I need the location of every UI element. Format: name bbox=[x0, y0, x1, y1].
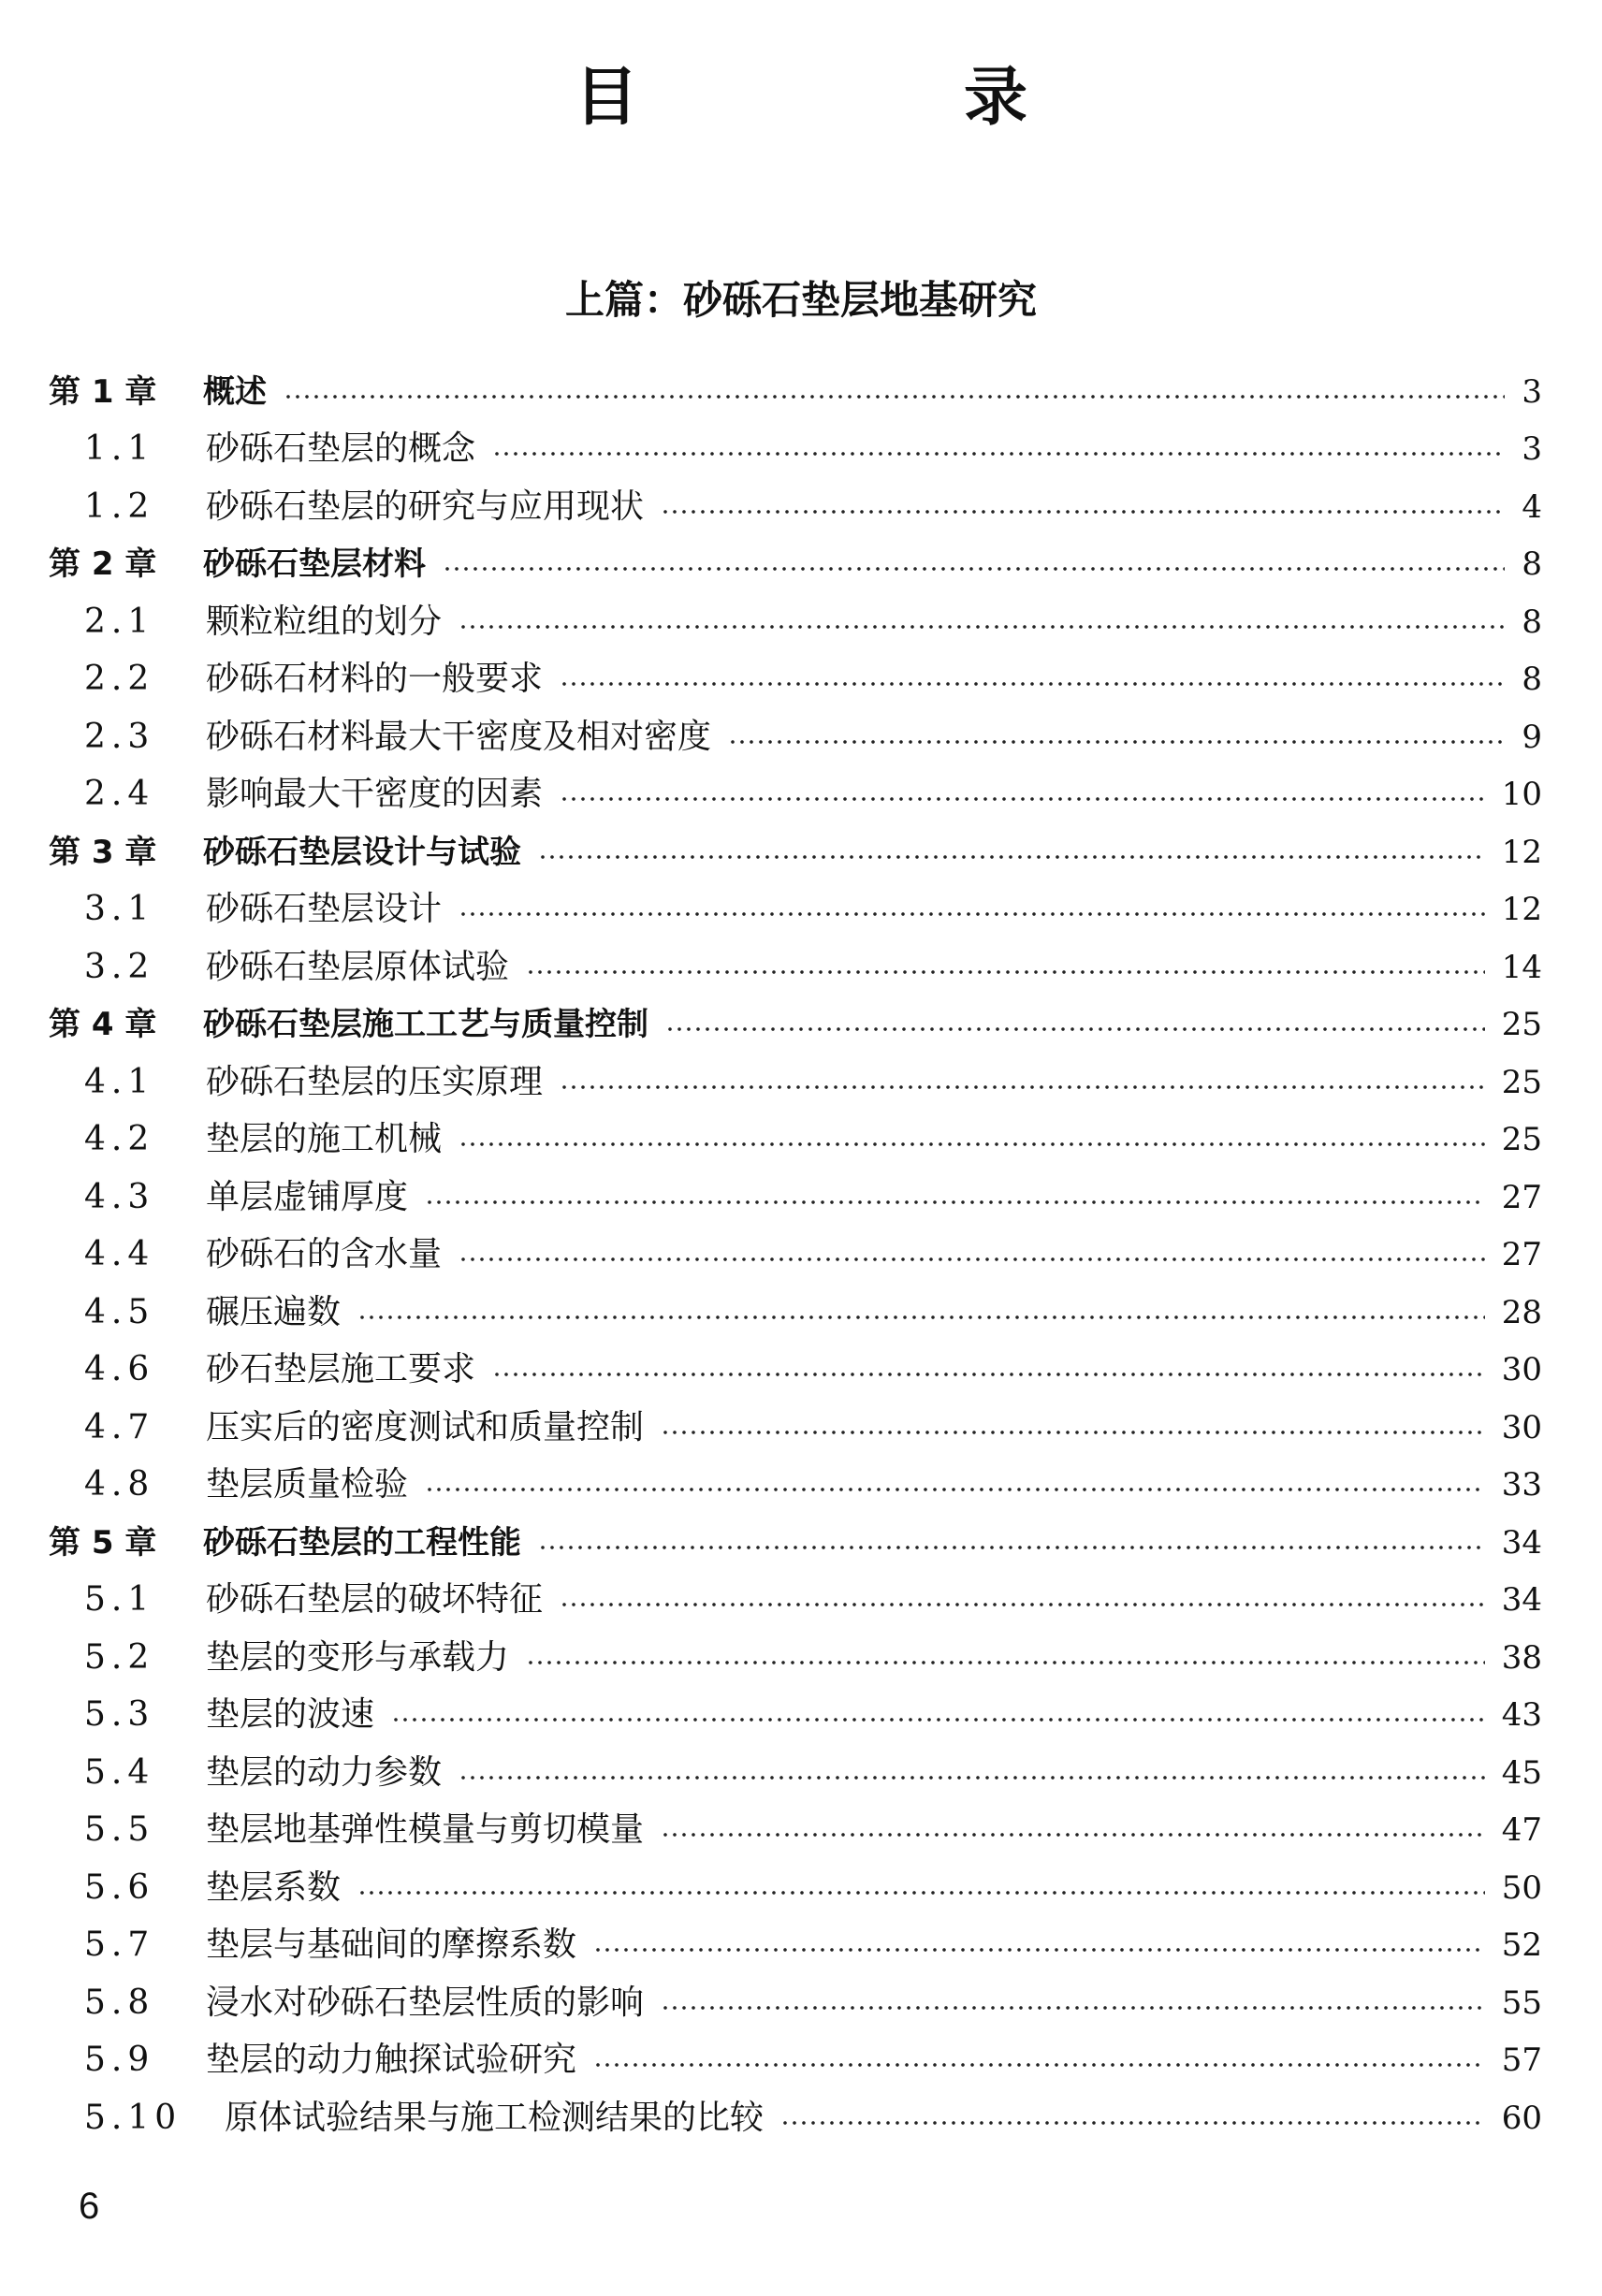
toc-section-title: 垫层与基础间的摩擦系数 bbox=[206, 1925, 577, 1965]
toc-section-number: 2.2 bbox=[84, 660, 155, 699]
toc-section-title: 砂砾石垫层的研究与应用现状 bbox=[206, 487, 645, 526]
toc-page-number: 27 bbox=[1501, 1178, 1542, 1216]
toc-section-number: 4.8 bbox=[84, 1465, 155, 1504]
toc-section-number: 3.1 bbox=[84, 890, 155, 929]
toc-section-title: 垫层的动力触探试验研究 bbox=[206, 2041, 577, 2080]
dot-leader bbox=[661, 509, 1505, 515]
toc-chapter-title: 砂砾石垫层的工程性能 bbox=[203, 1523, 521, 1562]
toc-section-row bbox=[0, 1342, 1602, 1400]
toc-page-number: 3 bbox=[1522, 372, 1542, 411]
dot-leader bbox=[425, 1199, 1485, 1205]
dot-leader bbox=[560, 1602, 1485, 1607]
part-title: 上篇：砂砾石垫层地基研究 bbox=[564, 277, 1037, 323]
toc-page-number: 57 bbox=[1501, 2042, 1542, 2080]
toc-section-number: 5.3 bbox=[84, 1695, 155, 1735]
toc-section-number: 5.10 bbox=[84, 2098, 182, 2137]
dot-leader bbox=[492, 1372, 1485, 1377]
toc-page-number: 34 bbox=[1501, 1581, 1542, 1620]
toc-section-number: 5.8 bbox=[84, 1983, 155, 2022]
dot-leader bbox=[593, 2062, 1485, 2068]
dot-leader bbox=[492, 451, 1505, 457]
toc-section-number: 4.3 bbox=[84, 1177, 155, 1216]
toc-chapter-title: 砂砾石垫层施工工艺与质量控制 bbox=[203, 1006, 648, 1044]
toc-page-number: 30 bbox=[1501, 1408, 1542, 1446]
page-number: 6 bbox=[79, 2186, 100, 2227]
dot-leader bbox=[526, 969, 1485, 975]
toc-section-number: 4.5 bbox=[84, 1292, 155, 1331]
toc-section-number: 4.4 bbox=[84, 1235, 155, 1274]
toc-chapter-row bbox=[0, 1514, 1602, 1572]
dot-leader bbox=[459, 1257, 1485, 1262]
toc-section-title: 砂砾石的含水量 bbox=[206, 1235, 443, 1274]
toc-page-number: 47 bbox=[1501, 1811, 1542, 1850]
toc-section-row bbox=[0, 1572, 1602, 1630]
toc-section-title: 砂砾石垫层的压实原理 bbox=[206, 1062, 544, 1101]
toc-chapter-title: 砂砾石垫层材料 bbox=[203, 545, 426, 584]
toc-page-number: 8 bbox=[1522, 545, 1542, 584]
toc-section-title: 砂砾石垫层的破坏特征 bbox=[206, 1580, 544, 1620]
toc-section-title: 浸水对砂砾石垫层性质的影响 bbox=[206, 1983, 645, 2022]
toc-section-row bbox=[0, 938, 1602, 996]
toc-page-number: 38 bbox=[1501, 1638, 1542, 1677]
toc-chapter-number: 第 5 章 bbox=[49, 1523, 157, 1562]
toc-section-row bbox=[0, 1629, 1602, 1687]
toc-section-number: 3.2 bbox=[84, 947, 155, 986]
dot-leader bbox=[661, 2005, 1485, 2011]
dot-leader bbox=[459, 624, 1505, 630]
toc-page-number: 14 bbox=[1501, 948, 1542, 986]
toc-chapter-title: 概述 bbox=[203, 372, 267, 411]
toc-section-row bbox=[0, 2089, 1602, 2147]
toc-section-row bbox=[0, 708, 1602, 766]
toc-page-number: 3 bbox=[1522, 430, 1542, 469]
toc-page-number: 50 bbox=[1501, 1868, 1542, 1907]
toc-section-row bbox=[0, 2032, 1602, 2090]
toc-chapter-title: 砂砾石垫层设计与试验 bbox=[203, 833, 521, 871]
toc-section-number: 2.1 bbox=[84, 602, 155, 641]
toc-chapter-number: 第 3 章 bbox=[49, 833, 157, 871]
toc-chapter-row bbox=[0, 823, 1602, 881]
toc-section-title: 垫层的施工机械 bbox=[206, 1120, 443, 1159]
toc-page-number: 34 bbox=[1501, 1523, 1542, 1562]
toc-section-row bbox=[0, 1974, 1602, 2032]
dot-leader bbox=[459, 1141, 1485, 1147]
toc-section-row bbox=[0, 593, 1602, 651]
dot-leader bbox=[560, 681, 1505, 687]
dot-leader bbox=[538, 1545, 1485, 1550]
dot-leader bbox=[780, 2120, 1485, 2126]
toc-section-row bbox=[0, 1399, 1602, 1457]
toc-section-title: 碾压遍数 bbox=[206, 1292, 342, 1331]
toc-section-row bbox=[0, 651, 1602, 709]
dot-leader bbox=[443, 566, 1505, 572]
dot-leader bbox=[661, 1832, 1485, 1838]
toc-page-number: 55 bbox=[1501, 1984, 1542, 2022]
toc-page-number: 33 bbox=[1501, 1466, 1542, 1504]
toc-section-row bbox=[0, 1169, 1602, 1227]
toc-section-row bbox=[0, 1917, 1602, 1975]
toc-section-title: 原体试验结果与施工检测结果的比较 bbox=[225, 2098, 765, 2137]
toc-section-number: 2.4 bbox=[84, 775, 155, 814]
toc-section-number: 5.7 bbox=[84, 1925, 155, 1965]
toc-section-row bbox=[0, 421, 1602, 479]
toc-section-number: 5.6 bbox=[84, 1867, 155, 1907]
toc-section-row bbox=[0, 1457, 1602, 1515]
toc-section-number: 4.1 bbox=[84, 1062, 155, 1101]
dot-leader bbox=[357, 1315, 1485, 1320]
toc-section-row bbox=[0, 766, 1602, 824]
toc-page-number: 10 bbox=[1501, 776, 1542, 814]
toc-page-number: 60 bbox=[1501, 2099, 1542, 2137]
toc-section-row bbox=[0, 1802, 1602, 1860]
toc-section-number: 5.2 bbox=[84, 1637, 155, 1677]
toc-section-row bbox=[0, 1687, 1602, 1745]
toc-section-title: 垫层的波速 bbox=[206, 1695, 375, 1735]
toc-section-number: 4.6 bbox=[84, 1350, 155, 1389]
dot-leader bbox=[459, 1775, 1485, 1780]
toc-chapter-row bbox=[0, 996, 1602, 1054]
toc-section-title: 砂砾石垫层的概念 bbox=[206, 429, 476, 469]
toc-section-title: 砂砾石垫层原体试验 bbox=[206, 947, 510, 986]
dot-leader bbox=[526, 1660, 1485, 1665]
toc-chapter-number: 第 4 章 bbox=[49, 1006, 157, 1044]
toc-page-number: 28 bbox=[1501, 1293, 1542, 1331]
toc-section-title: 砂石垫层施工要求 bbox=[206, 1350, 476, 1389]
dot-leader bbox=[459, 911, 1485, 917]
toc-page-number: 9 bbox=[1522, 718, 1542, 756]
toc-page-number: 43 bbox=[1501, 1696, 1542, 1735]
dot-leader bbox=[665, 1026, 1485, 1032]
toc-section-title: 影响最大干密度的因素 bbox=[206, 775, 544, 814]
toc-page-number: 4 bbox=[1522, 487, 1542, 526]
page-title: 目 录 bbox=[574, 60, 1158, 135]
toc-section-number: 2.3 bbox=[84, 717, 155, 756]
toc-section-row bbox=[0, 1859, 1602, 1917]
toc-section-row bbox=[0, 1054, 1602, 1112]
toc-chapter-row bbox=[0, 363, 1602, 421]
toc-section-title: 砂砾石垫层设计 bbox=[206, 890, 443, 929]
toc-section-number: 5.1 bbox=[84, 1580, 155, 1620]
dot-leader bbox=[357, 1890, 1485, 1896]
toc-page-number: 52 bbox=[1501, 1926, 1542, 1965]
toc-section-title: 压实后的密度测试和质量控制 bbox=[206, 1407, 645, 1446]
toc-page-number: 30 bbox=[1501, 1351, 1542, 1389]
toc-section-title: 垫层质量检验 bbox=[206, 1465, 409, 1504]
toc-section-title: 砂砾石材料的一般要求 bbox=[206, 660, 544, 699]
toc-section-number: 1.2 bbox=[84, 487, 155, 526]
toc-section-title: 垫层的变形与承载力 bbox=[206, 1637, 510, 1677]
dot-leader bbox=[538, 854, 1485, 860]
toc-section-row bbox=[0, 1744, 1602, 1802]
toc-page-number: 8 bbox=[1522, 603, 1542, 641]
toc-section-title: 颗粒粒组的划分 bbox=[206, 602, 443, 641]
toc-page-number: 25 bbox=[1501, 1006, 1542, 1044]
dot-leader bbox=[560, 796, 1485, 802]
toc-section-number: 1.1 bbox=[84, 429, 155, 469]
toc-section-row bbox=[0, 1112, 1602, 1170]
toc-chapter-row bbox=[0, 536, 1602, 594]
dot-leader bbox=[728, 739, 1505, 745]
toc-section-row bbox=[0, 478, 1602, 536]
toc-section-number: 5.9 bbox=[84, 2041, 155, 2080]
toc-page-number: 45 bbox=[1501, 1753, 1542, 1792]
toc-page-number: 25 bbox=[1501, 1121, 1542, 1159]
toc-section-row bbox=[0, 881, 1602, 939]
toc-page-number: 8 bbox=[1522, 661, 1542, 699]
toc-page-number: 12 bbox=[1501, 833, 1542, 871]
toc-page-number: 12 bbox=[1501, 891, 1542, 929]
toc-section-number: 4.7 bbox=[84, 1407, 155, 1446]
dot-leader bbox=[391, 1717, 1485, 1722]
toc-section-row bbox=[0, 1284, 1602, 1342]
toc-section-title: 砂砾石材料最大干密度及相对密度 bbox=[206, 717, 712, 756]
toc-page-number: 27 bbox=[1501, 1236, 1542, 1274]
toc-section-row bbox=[0, 1227, 1602, 1285]
dot-leader bbox=[661, 1430, 1485, 1435]
toc-section-title: 单层虚铺厚度 bbox=[206, 1177, 409, 1216]
toc-section-number: 4.2 bbox=[84, 1120, 155, 1159]
toc-page-number: 25 bbox=[1501, 1063, 1542, 1101]
dot-leader bbox=[284, 394, 1505, 400]
toc-chapter-number: 第 2 章 bbox=[49, 545, 157, 584]
toc-section-title: 垫层地基弹性模量与剪切模量 bbox=[206, 1810, 645, 1850]
toc-section-number: 5.5 bbox=[84, 1810, 155, 1850]
dot-leader bbox=[593, 1947, 1485, 1953]
toc-chapter-number: 第 1 章 bbox=[49, 372, 157, 411]
toc-section-title: 垫层的动力参数 bbox=[206, 1752, 443, 1792]
toc-section-number: 5.4 bbox=[84, 1752, 155, 1792]
toc-section-title: 垫层系数 bbox=[206, 1867, 342, 1907]
dot-leader bbox=[560, 1084, 1485, 1090]
dot-leader bbox=[425, 1487, 1485, 1492]
